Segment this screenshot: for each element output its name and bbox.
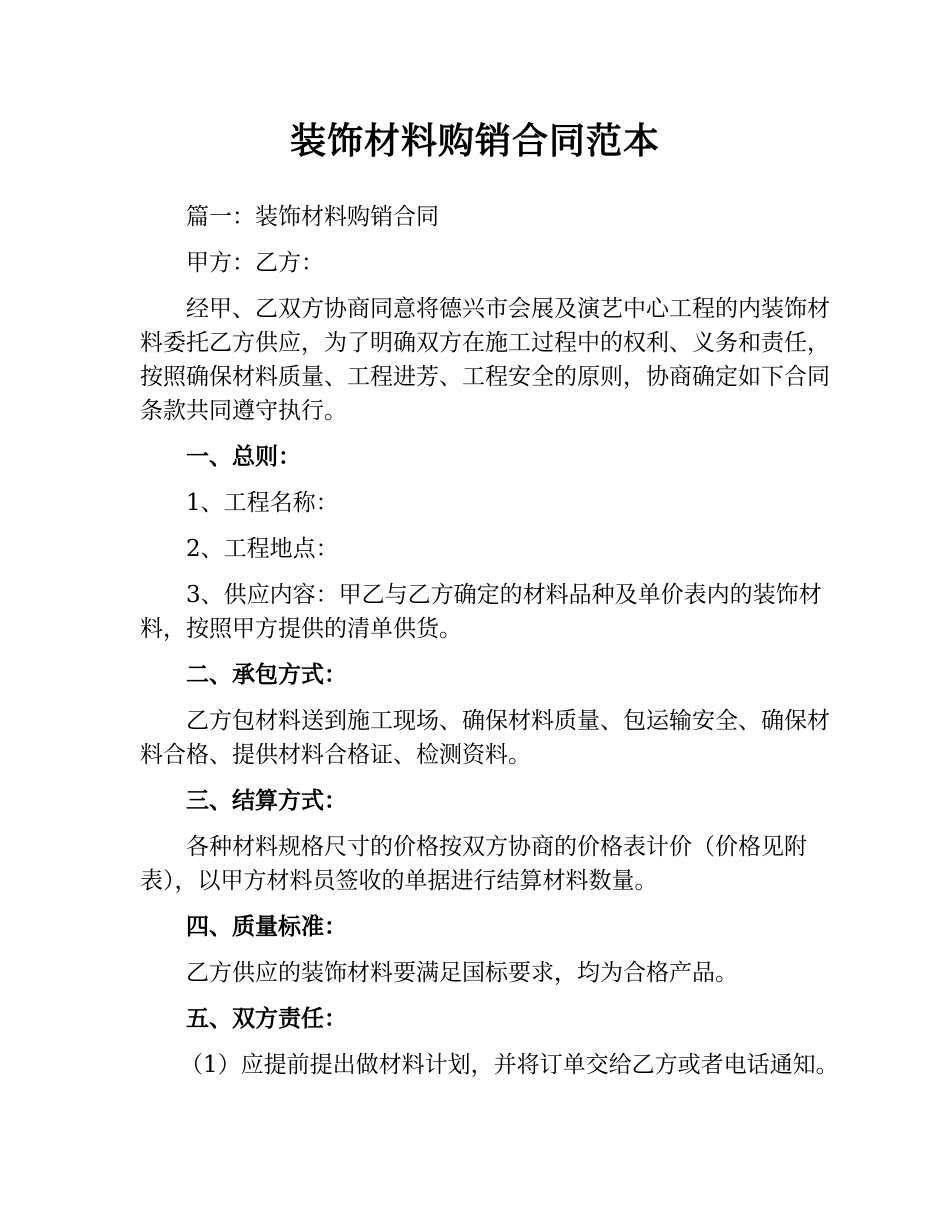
section-4-heading: 四、质量标准： [186,914,347,940]
section-1-item-3: 3、供应内容：甲乙与乙方确定的材料品种及单价表内的装饰材料，按照甲方提供的清单供货。 [140,582,822,642]
section-4-text: 乙方供应的装饰材料要满足国标要求，均为合格产品。 [186,960,738,986]
parties-line: 甲方：乙方： [186,250,324,276]
document-title: 装饰材料购销合同范本 [289,121,660,162]
section-1-item-1: 1、工程名称： [186,490,339,516]
section-1-heading: 一、总则： [186,444,301,470]
section-5-heading: 五、双方责任： [186,1006,347,1032]
section-1-item-2: 2、工程地点： [186,536,339,562]
intro-paragraph: 经甲、乙双方协商同意将德兴市会展及演艺中心工程的内装饰材料委托乙方供应，为了明确双方在施工过程中的权利、义务和责任，按照确保材料质量、工程进芳、工程安全的原则，协商确定如下合同条款共同遵守执行。 [140,296,830,424]
section-3-text: 各种材料规格尺寸的价格按双方协商的价格表计价（价格见附表），以甲方材料员签收的单据进行结算材料数量。 [140,834,807,894]
subtitle: 篇一：装饰材料购销合同 [186,204,439,230]
section-5-item-1: （1）应提前提出做材料计划，并将订单交给乙方或者电话通知。 [180,1052,839,1078]
section-2-heading: 二、承包方式： [186,662,347,688]
section-2-text: 乙方包材料送到施工现场、确保材料质量、包运输安全、确保材料合格、提供材料合格证、检测资料。 [140,708,830,768]
section-3-heading: 三、结算方式： [186,788,347,814]
document-body [140,200,840,1094]
